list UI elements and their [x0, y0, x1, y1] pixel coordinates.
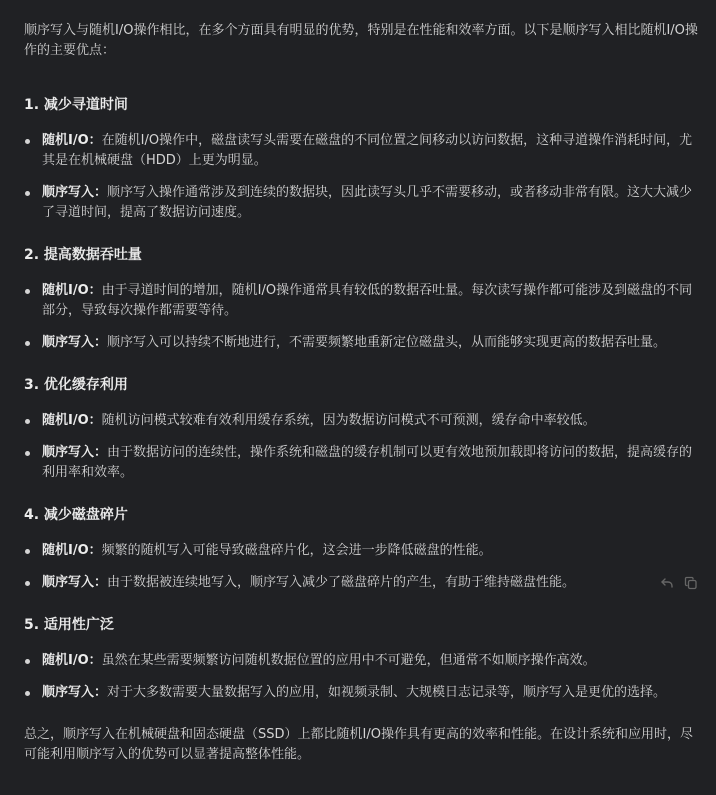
section-heading: 5. 适用性广泛 [24, 617, 114, 633]
copy-icon[interactable] [684, 576, 698, 590]
item-term: 顺序写入： [42, 575, 108, 590]
section-5 [24, 615, 700, 703]
item-term: 随机I/O： [42, 653, 102, 668]
item-text: 随机访问模式较难有效利用缓存系统，因为数据访问模式不可预测，缓存命中率较低。 [101, 413, 596, 428]
section-heading: 3. 优化缓存利用 [24, 377, 128, 393]
item-text: 频繁的随机写入可能导致磁盘碎片化，这会进一步降低磁盘的性能。 [101, 543, 492, 558]
section-4 [24, 505, 700, 593]
item-text: 由于数据访问的连续性，操作系统和磁盘的缓存机制可以更有效地预加载即将访问的数据，提高缓存的利用率和效率。 [42, 445, 693, 480]
list-item [24, 333, 700, 353]
section-heading: 1. 减少寻道时间 [24, 97, 128, 113]
bullet-list [24, 651, 700, 703]
bullet-list [24, 281, 700, 353]
section-heading: 2. 提高数据吞吐量 [24, 247, 142, 263]
list-item [24, 573, 700, 593]
item-text: 在随机I/O操作中，磁盘读写头需要在磁盘的不同位置之间移动以访问数据，这种寻道操作消耗时间，尤其是在机械硬盘（HDD）上更为明显。 [42, 133, 693, 168]
item-text: 由于寻道时间的增加，随机I/O操作通常具有较低的数据吞吐量。每次读写操作都可能涉及到磁盘的不同部分，导致每次操作都需要等待。 [42, 283, 693, 318]
item-text: 顺序写入操作通常涉及到连续的数据块，因此读写头几乎不需要移动，或者移动非常有限。这大大减少了寻道时间，提高了数据访问速度。 [42, 185, 693, 220]
list-item [24, 541, 700, 561]
item-text: 顺序写入可以持续不断地进行，不需要频繁地重新定位磁盘头，从而能够实现更高的数据吞吐量。 [107, 335, 667, 350]
section-2 [24, 245, 700, 353]
list-item [24, 131, 700, 171]
list-item [24, 281, 700, 321]
bullet-list [24, 411, 700, 483]
list-item [24, 411, 700, 431]
item-term: 顺序写入： [42, 185, 108, 200]
list-item [24, 683, 700, 703]
item-term: 随机I/O： [42, 133, 102, 148]
item-term: 随机I/O： [42, 543, 102, 558]
item-text: 对于大多数需要大量数据写入的应用，如视频录制、大规模日志记录等，顺序写入是更优的选择。 [107, 685, 667, 700]
item-text: 由于数据被连续地写入，顺序写入减少了磁盘碎片的产生，有助于维持磁盘性能。 [107, 575, 576, 590]
section-3 [24, 375, 700, 483]
item-term: 顺序写入： [42, 445, 108, 460]
bullet-list [24, 541, 700, 593]
section-1 [24, 95, 700, 223]
bullet-list [24, 131, 700, 223]
summary-text: 总之，顺序写入在机械硬盘和固态硬盘（SSD）上都比随机I/O操作具有更高的效率和性能。在设计系统和应用时，尽可能利用顺序写入的优势可以显著提高整体性能。 [24, 727, 693, 762]
message-actions [660, 576, 698, 590]
item-term: 顺序写入： [42, 685, 108, 700]
item-term: 随机I/O： [42, 283, 102, 298]
list-item [24, 651, 700, 671]
intro-text: 顺序写入与随机I/O操作相比，在多个方面具有明显的优势，特别是在性能和效率方面。以下是顺序写入相比随机I/O操作的主要优点： [24, 23, 698, 58]
item-text: 虽然在某些需要频繁访问随机数据位置的应用中不可避免，但通常不如顺序操作高效。 [101, 653, 596, 668]
item-term: 随机I/O： [42, 413, 102, 428]
reply-icon[interactable] [660, 576, 674, 590]
list-item [24, 443, 700, 483]
item-term: 顺序写入： [42, 335, 108, 350]
assistant-message [24, 21, 700, 765]
list-item [24, 183, 700, 223]
section-heading: 4. 减少磁盘碎片 [24, 507, 128, 523]
